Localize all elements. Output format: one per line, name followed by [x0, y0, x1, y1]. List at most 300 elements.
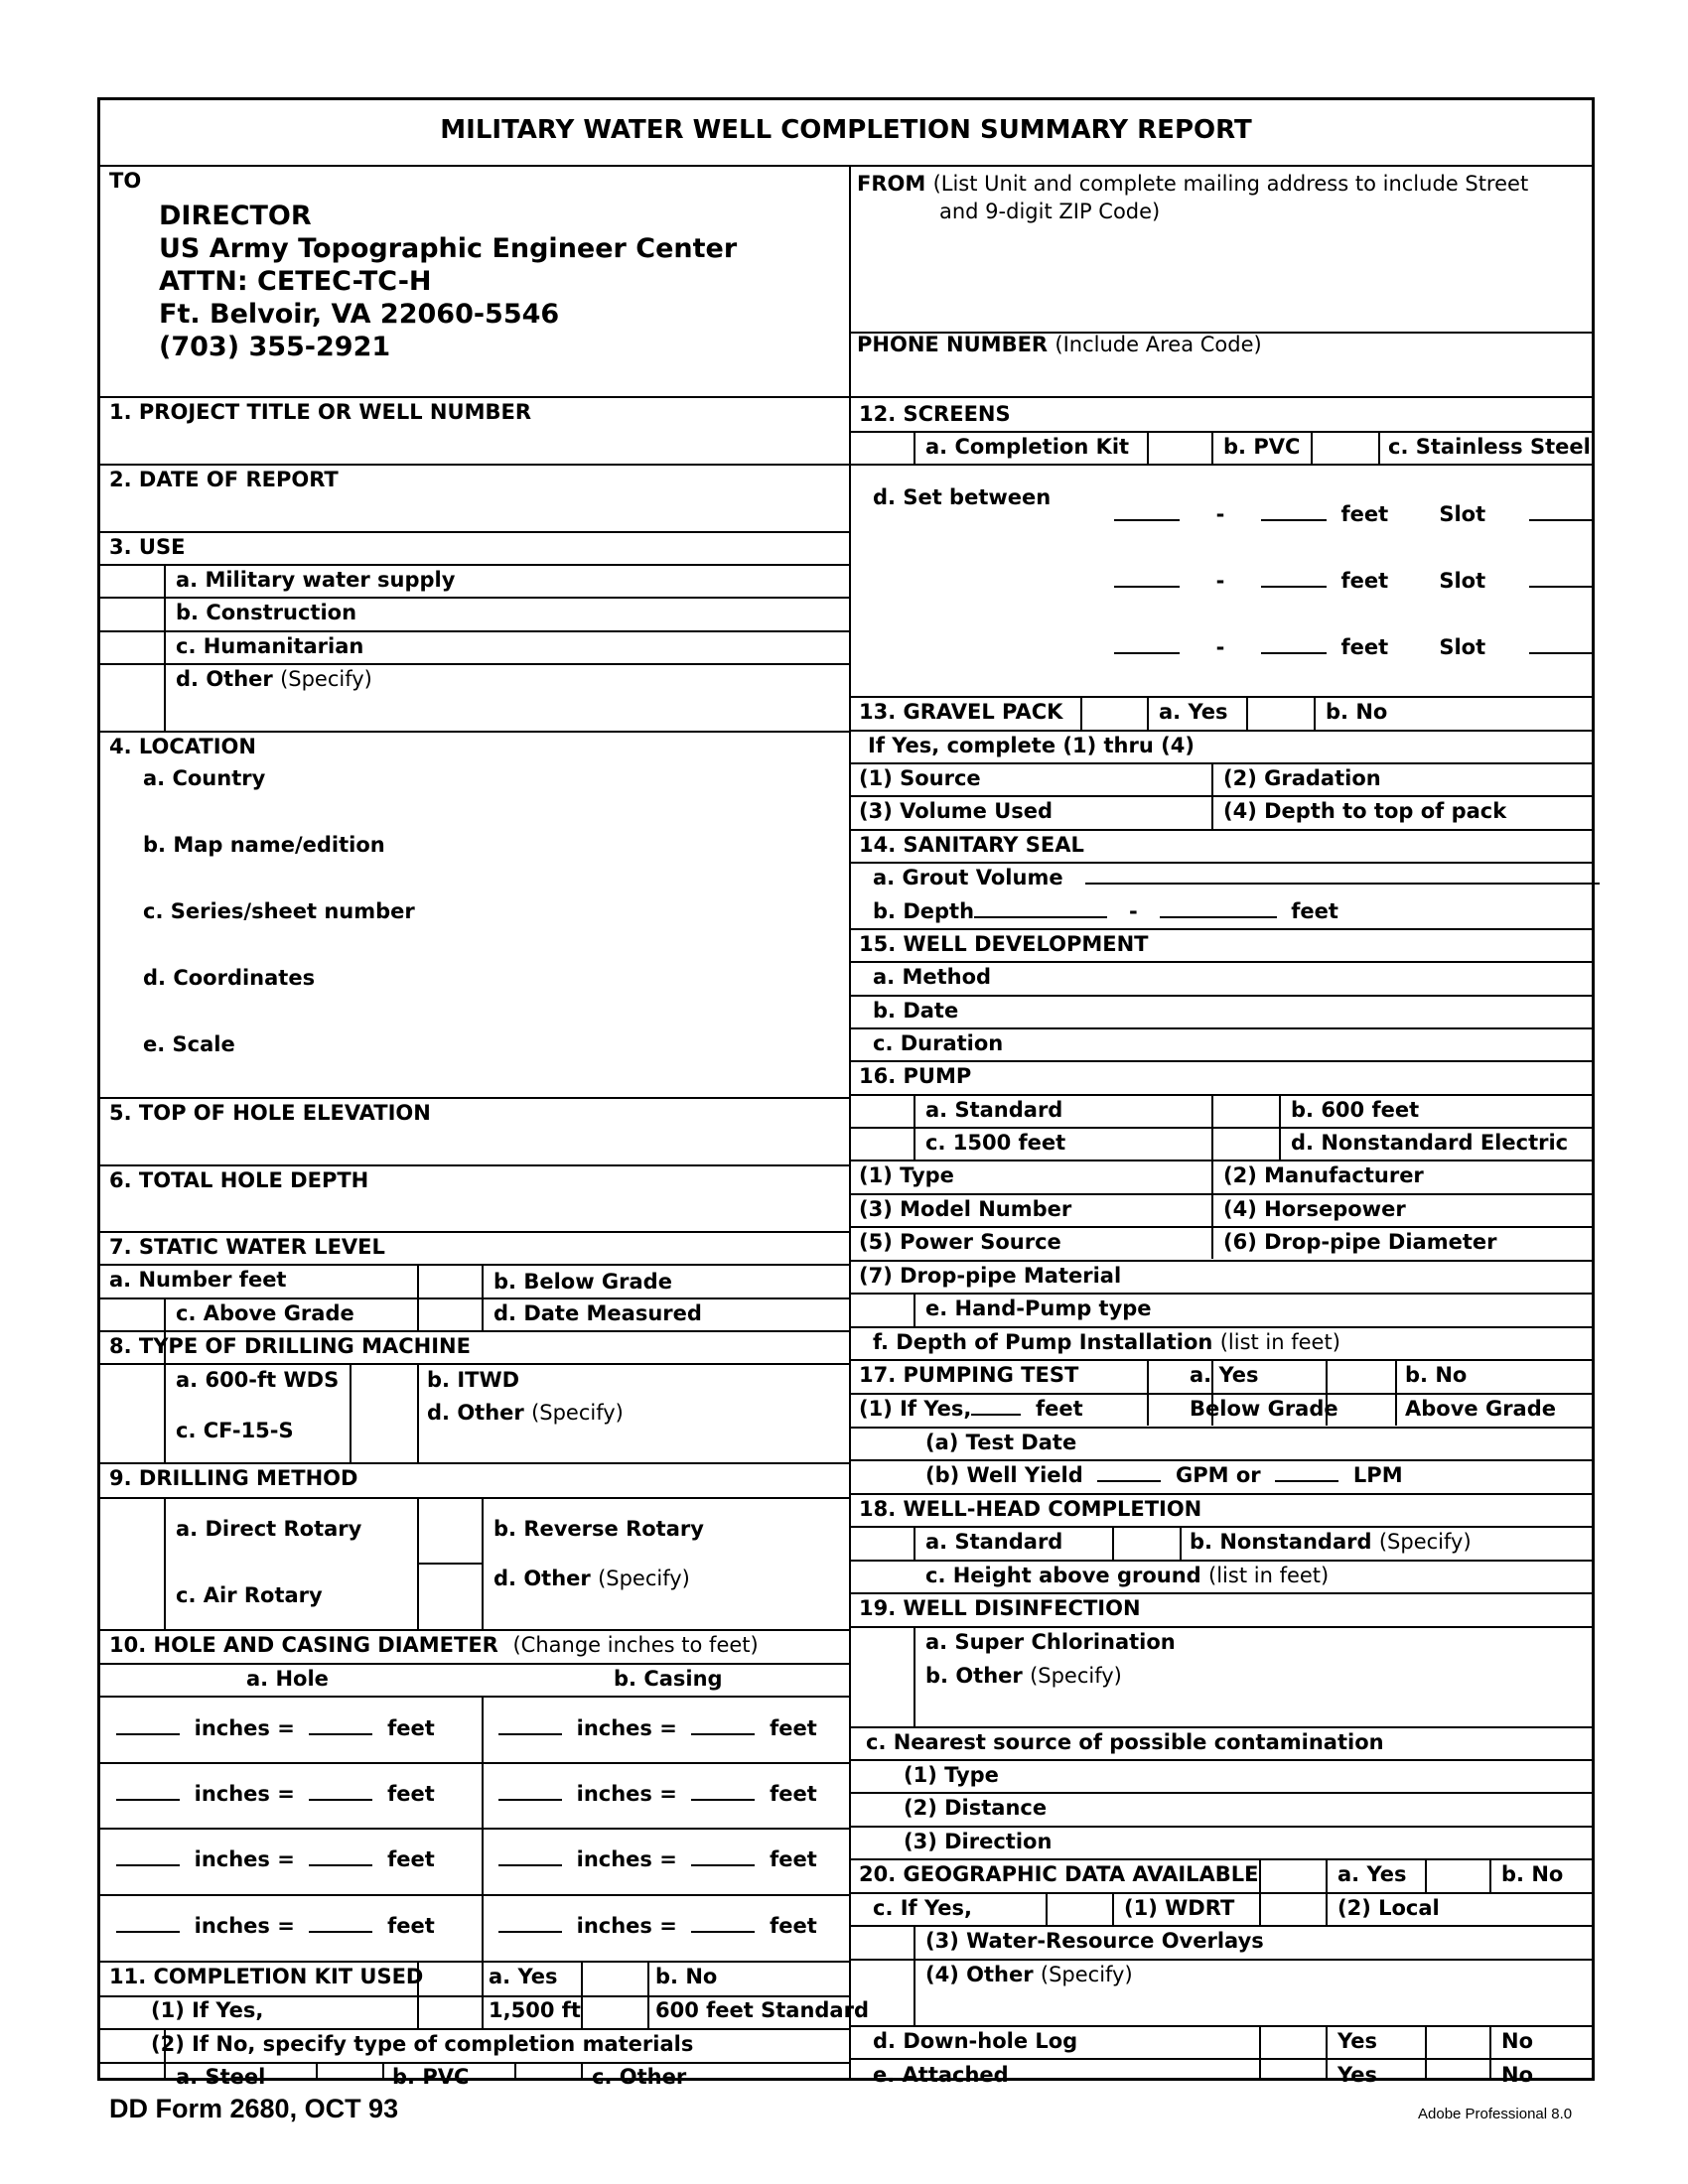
- rule: [97, 531, 849, 533]
- s3-d-note: (Specify): [280, 667, 372, 691]
- blank[interactable]: [974, 915, 1107, 918]
- from-note: (List Unit and complete mailing address to include Street: [932, 172, 1529, 196]
- rule: [849, 1493, 1595, 1495]
- blank[interactable]: [1261, 651, 1327, 654]
- s14-b: [873, 901, 1338, 922]
- blank[interactable]: [1114, 651, 1180, 654]
- rule: [1046, 1892, 1048, 1925]
- s12-screens: 12. SCREENS: [859, 402, 1011, 426]
- rule: [849, 1027, 1595, 1029]
- rule: [97, 731, 849, 733]
- rule: [849, 1193, 1595, 1195]
- rule: [1080, 696, 1082, 730]
- rule: [914, 1526, 915, 1560]
- to-line-4: Ft. Belvoir, VA 22060-5546: [159, 299, 560, 330]
- rule: [849, 862, 1595, 864]
- rule: [97, 396, 1595, 398]
- s10-note: (Change inches to feet): [512, 1633, 759, 1657]
- blank[interactable]: [1114, 518, 1180, 521]
- rule: [849, 1792, 1595, 1794]
- feet-label: feet: [1340, 635, 1389, 659]
- s17-no: b. No: [1405, 1363, 1468, 1387]
- s20-overlays: (3) Water-Resource Overlays: [925, 1929, 1264, 1953]
- s20-e-yes: Yes: [1337, 2063, 1378, 2087]
- casing-row-1: [498, 1718, 817, 1739]
- s15-c: c. Duration: [873, 1031, 1004, 1055]
- rule: [849, 1427, 1595, 1429]
- s18-c-note: (list in feet): [1208, 1564, 1330, 1587]
- s7-a: a. Number feet: [109, 1268, 287, 1292]
- from-label: [857, 174, 1528, 195]
- s16-manufacturer: (2) Manufacturer: [1223, 1163, 1424, 1187]
- s11-if-no: (2) If No, specify type of completion materials: [151, 2032, 694, 2056]
- s8-c: c. CF-15-S: [176, 1419, 294, 1442]
- rule: [849, 961, 1595, 963]
- s4-d: d. Coordinates: [143, 966, 316, 990]
- inches-label: inches =: [576, 1782, 677, 1806]
- s3-c: c. Humanitarian: [176, 634, 364, 658]
- rule: [417, 1497, 419, 1629]
- s19-c: c. Nearest source of possible contamination: [866, 1730, 1384, 1754]
- s3-a: a. Military water supply: [176, 568, 456, 592]
- s20-geographic: 20. GEOGRAPHIC DATA AVAILABLE: [859, 1862, 1259, 1886]
- s17-pumping-test: 17. PUMPING TEST: [859, 1363, 1079, 1387]
- s16-a: a. Standard: [925, 1098, 1063, 1122]
- s15-a: a. Method: [873, 965, 992, 989]
- s19-type: (1) Type: [904, 1763, 999, 1787]
- rule: [914, 1925, 915, 2025]
- blank[interactable]: [498, 1930, 562, 1933]
- rule: [97, 1264, 849, 1266]
- s17-if-yes: [859, 1399, 1083, 1420]
- rule: [849, 795, 1595, 797]
- rule: [849, 1393, 1595, 1395]
- blank[interactable]: [1529, 651, 1595, 654]
- blank[interactable]: [309, 1732, 372, 1735]
- blank[interactable]: [691, 1863, 755, 1866]
- rule: [849, 730, 1595, 732]
- rule: [382, 2062, 384, 2081]
- blank[interactable]: [691, 1798, 755, 1801]
- feet-label: feet: [387, 1914, 435, 1938]
- rule: [1259, 2025, 1261, 2081]
- s16-drop-material: (7) Drop-pipe Material: [859, 1264, 1122, 1288]
- blank[interactable]: [309, 1863, 372, 1866]
- rule: [1395, 1359, 1397, 1426]
- s4-b: b. Map name/edition: [143, 833, 385, 857]
- rule: [482, 1961, 484, 2028]
- rule: [849, 1892, 1595, 1894]
- s11-1500ft: 1,500 ft: [489, 1998, 581, 2022]
- rule: [97, 2062, 849, 2064]
- rule: [849, 1293, 1595, 1295]
- s16-f-note: (list in feet): [1219, 1330, 1340, 1354]
- s19-distance: (2) Distance: [904, 1796, 1048, 1820]
- rule: [849, 1060, 1595, 1062]
- casing-row-4: [498, 1916, 817, 1937]
- s17-if-yes-text: (1) If Yes,: [859, 1397, 972, 1421]
- s19-b-note: (Specify): [1030, 1664, 1122, 1688]
- s11-pvc: b. PVC: [392, 2065, 470, 2089]
- s17-well-yield: [925, 1465, 1403, 1486]
- s15-development: 15. WELL DEVELOPMENT: [859, 932, 1149, 956]
- s13-depth-top: (4) Depth to top of pack: [1223, 799, 1507, 823]
- feet-label: feet: [1291, 899, 1338, 923]
- rule: [849, 696, 1595, 698]
- blank[interactable]: [1529, 585, 1595, 588]
- s19-direction: (3) Direction: [904, 1830, 1053, 1853]
- s19-disinfection: 19. WELL DISINFECTION: [859, 1596, 1141, 1620]
- rule: [1378, 431, 1380, 464]
- slot-label: Slot: [1439, 569, 1486, 593]
- s17-below-grade: Below Grade: [1190, 1397, 1338, 1421]
- s11-steel: a. Steel: [176, 2065, 266, 2089]
- s3-d: [176, 669, 372, 690]
- rule: [97, 1663, 849, 1665]
- rule: [1311, 431, 1313, 464]
- s13-gradation: (2) Gradation: [1223, 766, 1381, 790]
- rule: [1211, 1094, 1213, 1160]
- rule: [482, 1696, 484, 1961]
- s16-e: e. Hand-Pump type: [925, 1297, 1152, 1320]
- s11-other: c. Other: [592, 2065, 687, 2089]
- lpm-label: LPM: [1352, 1463, 1403, 1487]
- blank[interactable]: [691, 1930, 755, 1933]
- casing-row-3: [498, 1849, 817, 1870]
- hole-row-2: [116, 1784, 435, 1805]
- blank[interactable]: [1160, 915, 1277, 918]
- s13-yes: a. Yes: [1159, 700, 1228, 724]
- rule: [914, 431, 915, 464]
- grout-volume-blank[interactable]: [1085, 882, 1600, 885]
- form-number: DD Form 2680, OCT 93: [109, 2094, 399, 2123]
- rule: [849, 1094, 1595, 1096]
- s7-d: d. Date Measured: [493, 1301, 702, 1325]
- rule: [849, 762, 1595, 764]
- feet-label: feet: [387, 1716, 435, 1740]
- inches-label: inches =: [576, 1847, 677, 1871]
- rule: [97, 663, 849, 665]
- rule: [581, 2062, 583, 2081]
- rule: [482, 1264, 484, 1330]
- blank[interactable]: [116, 1863, 180, 1866]
- from-note-2: and 9-digit ZIP Code): [939, 200, 1161, 223]
- inches-label: inches =: [194, 1716, 295, 1740]
- rule: [97, 165, 1595, 167]
- rule: [1147, 1359, 1149, 1426]
- s3-b: b. Construction: [176, 601, 357, 624]
- rule: [849, 1127, 1595, 1129]
- s16-d: d. Nonstandard Electric: [1291, 1131, 1569, 1155]
- s12-b: b. PVC: [1223, 435, 1301, 459]
- rule: [1180, 1526, 1182, 1560]
- s9-d-text: d. Other: [493, 1567, 591, 1590]
- blank[interactable]: [691, 1732, 755, 1735]
- s1-project-title: 1. PROJECT TITLE OR WELL NUMBER: [109, 400, 531, 424]
- s20-other-note: (Specify): [1040, 1963, 1133, 1986]
- to-line-3: ATTN: CETEC-TC-H: [159, 266, 432, 297]
- from-label-text: FROM: [857, 172, 926, 196]
- rule: [97, 597, 849, 599]
- hole-row-1: [116, 1718, 435, 1739]
- s8-d-text: d. Other: [427, 1401, 524, 1425]
- s14-b-text: b. Depth: [873, 899, 975, 923]
- s13-volume-used: (3) Volume Used: [859, 799, 1054, 823]
- s11-completion-kit: 11. COMPLETION KIT USED: [109, 1965, 424, 1988]
- s20-other: [925, 1965, 1133, 1985]
- hole-row-4: [116, 1916, 435, 1937]
- dash: -: [1215, 635, 1225, 659]
- feet-label: feet: [1340, 502, 1389, 526]
- blank[interactable]: [309, 1930, 372, 1933]
- s20-wdrt: (1) WDRT: [1124, 1896, 1235, 1920]
- blank[interactable]: [498, 1798, 562, 1801]
- rule: [1489, 1858, 1491, 1892]
- dash: -: [1215, 569, 1225, 593]
- rule: [1489, 2025, 1491, 2081]
- s16-horsepower: (4) Horsepower: [1223, 1197, 1406, 1221]
- s8-d-note: (Specify): [531, 1401, 624, 1425]
- s18-b-note: (Specify): [1378, 1530, 1472, 1554]
- rule: [1326, 1858, 1328, 1892]
- rule: [849, 1925, 1595, 1927]
- s7-b: b. Below Grade: [493, 1270, 672, 1294]
- blank[interactable]: [1529, 518, 1595, 521]
- rule: [849, 1226, 1595, 1228]
- screen-row-2: [1114, 571, 1595, 592]
- rule: [849, 1592, 1595, 1594]
- s8-d: [427, 1403, 624, 1424]
- rule: [1211, 762, 1213, 829]
- rule: [1112, 1526, 1114, 1560]
- rule: [1112, 1892, 1114, 1925]
- blank[interactable]: [309, 1798, 372, 1801]
- feet-label: feet: [387, 1847, 435, 1871]
- s20-e: e. Attached: [873, 2063, 1009, 2087]
- rule: [849, 1326, 1595, 1328]
- inches-label: inches =: [194, 1847, 295, 1871]
- rule: [97, 1363, 849, 1365]
- s16-power-source: (5) Power Source: [859, 1230, 1061, 1254]
- rule: [914, 1293, 915, 1326]
- s15-b: b. Date: [873, 999, 959, 1023]
- blank[interactable]: [116, 1930, 180, 1933]
- s7-static-water: 7. STATIC WATER LEVEL: [109, 1235, 385, 1259]
- s19-b-text: b. Other: [925, 1664, 1023, 1688]
- to-line-1: DIRECTOR: [159, 201, 312, 231]
- rule: [97, 564, 849, 566]
- screen-row-3: [1114, 637, 1595, 658]
- blank[interactable]: [1114, 585, 1180, 588]
- feet-label: feet: [770, 1847, 817, 1871]
- s4-location: 4. LOCATION: [109, 735, 256, 758]
- rule: [849, 1959, 1595, 1961]
- rule: [849, 928, 1595, 930]
- s11-if-yes: (1) If Yes,: [151, 1998, 264, 2022]
- s18-c: [925, 1566, 1329, 1586]
- blank[interactable]: [116, 1798, 180, 1801]
- rule: [97, 464, 849, 466]
- rule: [164, 564, 166, 731]
- s14-sanitary-seal: 14. SANITARY SEAL: [859, 833, 1084, 857]
- s10-diameter: [109, 1635, 759, 1656]
- s6-total-depth: 6. TOTAL HOLE DEPTH: [109, 1168, 369, 1192]
- s13-if-yes: If Yes, complete (1) thru (4): [868, 734, 1195, 757]
- screen-row-1: [1114, 504, 1595, 525]
- s16-type: (1) Type: [859, 1163, 954, 1187]
- rule: [849, 431, 1595, 433]
- form-title: MILITARY WATER WELL COMPLETION SUMMARY REPORT: [440, 115, 1252, 145]
- phone-note: (Include Area Code): [1055, 333, 1262, 356]
- rule: [849, 1626, 1595, 1628]
- s16-drop-diameter: (6) Drop-pipe Diameter: [1223, 1230, 1497, 1254]
- rule: [97, 1828, 849, 1830]
- rule: [97, 1462, 849, 1464]
- rule: [97, 1330, 849, 1332]
- rule: [97, 1097, 849, 1099]
- s17-yes: a. Yes: [1190, 1363, 1259, 1387]
- s4-a: a. Country: [143, 766, 266, 790]
- rule: [849, 1260, 1595, 1262]
- rule: [97, 1231, 849, 1233]
- s18-c-text: c. Height above ground: [925, 1564, 1201, 1587]
- s9-drilling-method: 9. DRILLING METHOD: [109, 1466, 358, 1490]
- s3-d-text: d. Other: [176, 667, 273, 691]
- blank[interactable]: [498, 1732, 562, 1735]
- s9-d: [493, 1569, 690, 1589]
- s20-e-no: No: [1501, 2063, 1534, 2087]
- s9-c: c. Air Rotary: [176, 1583, 323, 1607]
- s3-use: 3. USE: [109, 535, 186, 559]
- rule: [97, 1497, 849, 1499]
- gpm-label: GPM or: [1176, 1463, 1261, 1487]
- rule: [1259, 1858, 1261, 1892]
- rule: [849, 1160, 1595, 1161]
- rule: [417, 1563, 482, 1565]
- rule: [417, 1264, 419, 1330]
- s16-pump: 16. PUMP: [859, 1064, 972, 1088]
- s18-b-text: b. Nonstandard: [1190, 1530, 1372, 1554]
- rule: [849, 995, 1595, 997]
- s16-f: [873, 1332, 1340, 1353]
- feet-label: feet: [387, 1782, 435, 1806]
- s9-d-note: (Specify): [598, 1567, 690, 1590]
- rule: [1425, 2025, 1427, 2081]
- phone-label-text: PHONE NUMBER: [857, 333, 1049, 356]
- s20-local: (2) Local: [1337, 1896, 1440, 1920]
- s8-a: a. 600-ft WDS: [176, 1368, 340, 1392]
- rule: [97, 1164, 849, 1166]
- rule: [849, 1560, 1595, 1562]
- rule: [849, 829, 1595, 831]
- s11-yes: a. Yes: [489, 1965, 558, 1988]
- rule: [316, 2062, 318, 2081]
- rule: [97, 1762, 849, 1764]
- rule: [849, 1826, 1595, 1828]
- rule: [1147, 431, 1149, 464]
- s10-b-casing: b. Casing: [614, 1667, 723, 1691]
- dash: -: [1128, 899, 1138, 923]
- rule: [849, 1759, 1595, 1761]
- inches-label: inches =: [194, 1782, 295, 1806]
- s12-d: d. Set between: [873, 485, 1052, 509]
- rule: [97, 1629, 849, 1631]
- s20-c: c. If Yes,: [873, 1896, 972, 1920]
- rule: [97, 2028, 849, 2030]
- s12-c: c. Stainless Steel: [1388, 435, 1591, 459]
- s8-b: b. ITWD: [427, 1368, 520, 1392]
- rule: [1147, 696, 1149, 730]
- rule: [849, 1359, 1595, 1361]
- s8-drilling-machine: 8. TYPE OF DRILLING MACHINE: [109, 1334, 471, 1358]
- to-label: TO: [109, 169, 142, 193]
- s14-a: [873, 868, 1600, 888]
- software-note: Adobe Professional 8.0: [1418, 2106, 1573, 2122]
- s18-a: a. Standard: [925, 1530, 1063, 1554]
- s4-e: e. Scale: [143, 1032, 235, 1056]
- rule: [164, 1497, 166, 1629]
- rule: [482, 1497, 484, 1629]
- blank[interactable]: [971, 1413, 1021, 1416]
- rule: [647, 1961, 649, 2028]
- rule: [97, 1894, 849, 1896]
- blank[interactable]: [1261, 518, 1327, 521]
- s16-model: (3) Model Number: [859, 1197, 1072, 1221]
- blank[interactable]: [116, 1732, 180, 1735]
- s20-other-text: (4) Other: [925, 1963, 1034, 1986]
- rule: [849, 1459, 1595, 1461]
- rule: [97, 1995, 849, 1997]
- inches-label: inches =: [576, 1716, 677, 1740]
- blank[interactable]: [1097, 1479, 1161, 1482]
- s13-no: b. No: [1326, 700, 1388, 724]
- s18-well-head: 18. WELL-HEAD COMPLETION: [859, 1497, 1202, 1521]
- rule: [849, 464, 1595, 466]
- blank[interactable]: [1275, 1479, 1338, 1482]
- slot-label: Slot: [1439, 635, 1486, 659]
- s17-above-grade: Above Grade: [1405, 1397, 1556, 1421]
- rule: [417, 1363, 419, 1462]
- rule: [514, 2062, 516, 2081]
- phone-label: [857, 335, 1262, 355]
- rule: [97, 1961, 849, 1963]
- rule: [97, 1696, 849, 1698]
- s20-d-no: No: [1501, 2029, 1534, 2053]
- s17-yield-text: (b) Well Yield: [925, 1463, 1083, 1487]
- rule: [1211, 1160, 1213, 1259]
- s16-b: b. 600 feet: [1291, 1098, 1420, 1122]
- s16-f-text: f. Depth of Pump Installation: [873, 1330, 1213, 1354]
- rule: [914, 1626, 915, 1726]
- rule: [849, 1726, 1595, 1728]
- feet-label: feet: [1036, 1397, 1083, 1421]
- s10-a-hole: a. Hole: [246, 1667, 329, 1691]
- s17-test-date: (a) Test Date: [925, 1431, 1077, 1454]
- s12-a: a. Completion Kit: [925, 435, 1130, 459]
- s19-b: [925, 1666, 1122, 1687]
- blank[interactable]: [498, 1863, 562, 1866]
- rule: [849, 2058, 1595, 2060]
- rule: [581, 1961, 583, 2028]
- s13-source: (1) Source: [859, 766, 981, 790]
- feet-label: feet: [770, 1782, 817, 1806]
- feet-label: feet: [770, 1716, 817, 1740]
- s2-date-of-report: 2. DATE OF REPORT: [109, 468, 339, 491]
- blank[interactable]: [1261, 585, 1327, 588]
- rule: [1246, 696, 1248, 730]
- slot-label: Slot: [1439, 502, 1486, 526]
- inches-label: inches =: [194, 1914, 295, 1938]
